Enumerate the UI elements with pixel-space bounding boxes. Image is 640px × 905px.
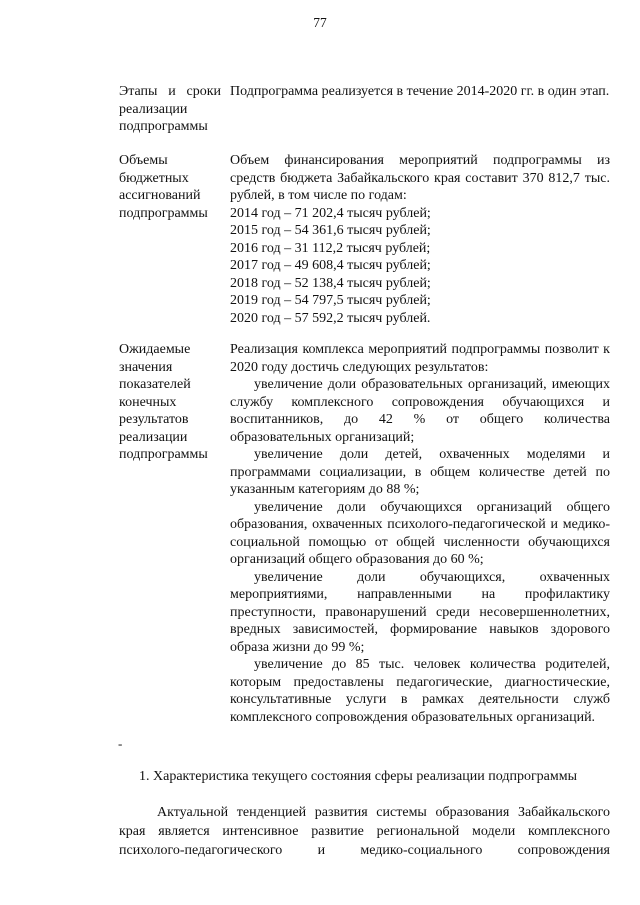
row-label xyxy=(119,83,221,136)
label-line: подпрограммы xyxy=(119,447,208,462)
label-line: подпрограммы xyxy=(119,205,208,221)
result-item: увеличение доли детей, охваченных моделями и программами социализации, в общем количестве детей по указанным категориям до 88 %; xyxy=(230,447,610,497)
label-line: Объемы xyxy=(119,153,168,168)
result-item: увеличение доли обучающихся организаций общего образования, охваченных психолого-педагогической и медико-социальной помощью от общей численности обучающихся организаций общего образования до 60 %; xyxy=(230,499,610,567)
results-intro: Реализация комплекса мероприятий подпрограммы позволит к 2020 году достичь следующих результатов: xyxy=(230,342,610,375)
label-line: Ожидаемые xyxy=(119,342,191,357)
label-line: реализации xyxy=(119,101,188,117)
body-line: края является интенсивное развитие региональной модели комплексного xyxy=(119,824,610,839)
row-content xyxy=(230,341,610,726)
page-number: 77 xyxy=(313,15,327,30)
result-item: увеличение до 85 тыс. человек количества родителей, которым предоставлены педагогические, диагностические, консультативные услуги в рамках деятельности служб комплексного сопровождения образовательных организаций. xyxy=(230,657,610,725)
funding-year-line: 2018 год – 52 138,4 тысяч рублей; xyxy=(230,275,431,291)
funding-year-line: 2014 год – 71 202,4 тысяч рублей; xyxy=(230,205,431,221)
funding-year-line: 2015 год – 54 361,6 тысяч рублей; xyxy=(230,223,431,238)
row-content xyxy=(230,152,610,327)
funding-year-line: 2016 год – 31 112,2 тысяч рублей; xyxy=(230,240,431,256)
funding-intro: Объем финансирования мероприятий подпрограммы из средств бюджета Забайкальского края составит 370 812,7 тыс. рублей, в том числе по годам: xyxy=(230,153,610,203)
body-paragraph xyxy=(119,803,610,860)
label-line: реализации xyxy=(119,429,188,445)
row-content: Подпрограмма реализуется в течение 2014-2020 гг. в один этап. xyxy=(230,84,610,99)
label-line: ассигнований xyxy=(119,188,201,203)
body-line: психолого-педагогического и медико-социального сопровождения xyxy=(119,843,610,858)
label-line: конечных xyxy=(119,394,177,410)
result-item: увеличение доли обучающихся, охваченных мероприятиями, направленными на профилактику преступности, правонарушений среди несовершеннолетних, вредных зависимостей, формирование навыков здорового образа жизни до 99 %; xyxy=(230,569,610,655)
row-label xyxy=(119,341,221,464)
dash-mark: - xyxy=(118,736,123,751)
body-line: Актуальной тенденцией развития системы образования Забайкальского xyxy=(157,805,610,820)
funding-year-line: 2019 год – 54 797,5 тысяч рублей; xyxy=(230,293,431,308)
label-line: Этапы и сроки xyxy=(119,84,221,99)
section-heading: 1. Характеристика текущего состояния сферы реализации подпрограммы xyxy=(139,769,578,784)
funding-year-line: 2017 год – 49 608,4 тысяч рублей; xyxy=(230,258,431,273)
funding-year-line: 2020 год – 57 592,2 тысяч рублей. xyxy=(230,310,431,326)
result-item: увеличение доли образовательных организаций, имеющих службу комплексного сопровождения обучающихся и воспитанников, до 42 % от общего количества образовательных организаций; xyxy=(230,377,610,445)
row-label xyxy=(119,152,221,222)
label-line: результатов xyxy=(119,412,189,427)
label-line: подпрограммы xyxy=(119,119,208,134)
label-line: бюджетных xyxy=(119,170,189,186)
label-line: значения xyxy=(119,359,173,375)
label-line: показателей xyxy=(119,377,191,392)
